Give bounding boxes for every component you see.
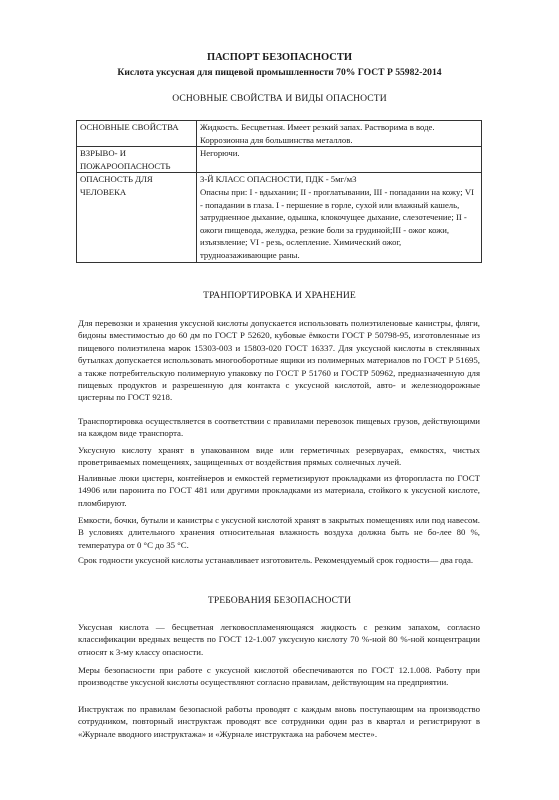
table-cell-value: Негорючи.: [197, 147, 482, 173]
table-cell-value: Жидкость. Бесцветная. Имеет резкий запах. Растворима в воде. Коррозионна для большинства металлов.: [197, 121, 482, 147]
paragraph: Уксусную кислоту хранят в упакованном виде или герметичных резервуарах, емкостях, чистых проветриваемых помещениях, защищенных от воздействия прямых солнечных лучей.: [78, 445, 480, 468]
section-heading-safety: ТРЕБОВАНИЯ БЕЗОПАСНОСТИ: [207, 595, 352, 606]
document-subtitle: Кислота уксусная для пищевой промышленности 70% ГОСТ Р 55982-2014: [117, 67, 442, 78]
paragraph: Емкости, бочки, бутыли и канистры с уксусной кислотой хранят в закрытых помещениях или под навесом. В условиях длительного хранения относительная влажность воздуха должна быть не бо-лее 80 %, температура от 0 °С до 35 °С.: [78, 515, 480, 550]
paragraph: Инструктаж по правилам безопасной работы проводят с каждым вновь поступающим на производство сотрудником, повторный инструктаж проводят все сотрудники один раз в квартал и регистрируют в «Журнале вводного инструктажа» и «Журнале инструктажа на рабочем месте».: [78, 704, 480, 739]
table-row: [77, 173, 482, 262]
paragraph: Меры безопасности при работе с уксусной кислотой обеспечиваются по ГОСТ 12.1.008. Работу при производстве уксусной кислоты осуществляют согласно правилам, действующим на предприятии.: [78, 665, 480, 688]
paragraph: Уксусная кислота — бесцветная легковоспламеняющаяся жидкость с резким запахом, согласно классификации вредных веществ по ГОСТ 12-1.007 уксусную кислоту 70 %-ной 80 %-ной концентрации относят к 3-му классу опасности.: [78, 622, 480, 657]
table-row: [77, 121, 482, 147]
document-title: ПАСПОРТ БЕЗОПАСНОСТИ: [206, 52, 353, 63]
table-cell-label: ОСНОВНЫЕ СВОЙСТВА: [77, 121, 197, 147]
paragraph: Наливные люки цистерн, контейнеров и емкостей герметизируют прокладками из фторопласта по ГОСТ 14906 или паронита по ГОСТ 481 или другими прокладками из материала, стойкого к уксусной кислоте, пломбируют.: [78, 473, 480, 508]
table-cell-label: ОПАСНОСТЬ ДЛЯ ЧЕЛОВЕКА: [77, 173, 197, 262]
hazard-table: [76, 120, 482, 263]
paragraph: Для перевозки и хранения уксусной кислоты допускается использовать полиэтиленовые канистры, фляги, бидоны вместимостью до 60 дм по ГОСТ Р 52620, кубовые ёмкости ГОСТ Р 50798-95, изготовленные из пищевого полиэтилена марок 15303-003 и 15803-020 ГОСТ 16337. Для уксусной кислоты в стеклянных бутылках допускается использовать многооборотные ящики из полимерных материалов по ГОСТ Р 51695, а также потребительскую полимерную упаковку по ГОСТ Р 51760 и ГОСТР 50962, предназначенную для пищевых продуктов и разрешенную для контакта с уксусной кислотой, авто- и железнодорожные цистерны по ГОСТ 9218.: [78, 318, 480, 403]
table-row: [77, 147, 482, 173]
paragraph: Транспортировка осуществляется в соответствии с правилами перевозок пищевых грузов, действующими на каждом виде транспорта.: [78, 416, 480, 439]
section-heading-transport: ТРАНПОРТИРОВКА И ХРАНЕНИЕ: [203, 290, 356, 301]
table-cell-label: ВЗРЫВО- И ПОЖАРООПАСНОСТЬ: [77, 147, 197, 173]
section-heading-properties: ОСНОВНЫЕ СВОЙСТВА И ВИДЫ ОПАСНОСТИ: [172, 93, 387, 104]
paragraph: Срок годности уксусной кислоты устанавливает изготовитель. Рекомендуемый срок годности— два года.: [78, 555, 474, 565]
table-cell-value: 3-Й КЛАСС ОПАСНОСТИ, ПДК - 5мг/м3 Опасны при: I - вдыхании; II - проглатывании, III - попадании на кожу; VI - попадании в глаза. I - першение в горле, сухой или влажный кашель, затрудненное дыхание, одышка, клокочущее дыхание, слезотечение; II - ожоги пищевода, желудка, резкие боли за грудиной;III - ожог кожи, изъязвление; VI - резь, ослепление. Химический ожог, трудноазаживающие раны.: [197, 173, 482, 262]
